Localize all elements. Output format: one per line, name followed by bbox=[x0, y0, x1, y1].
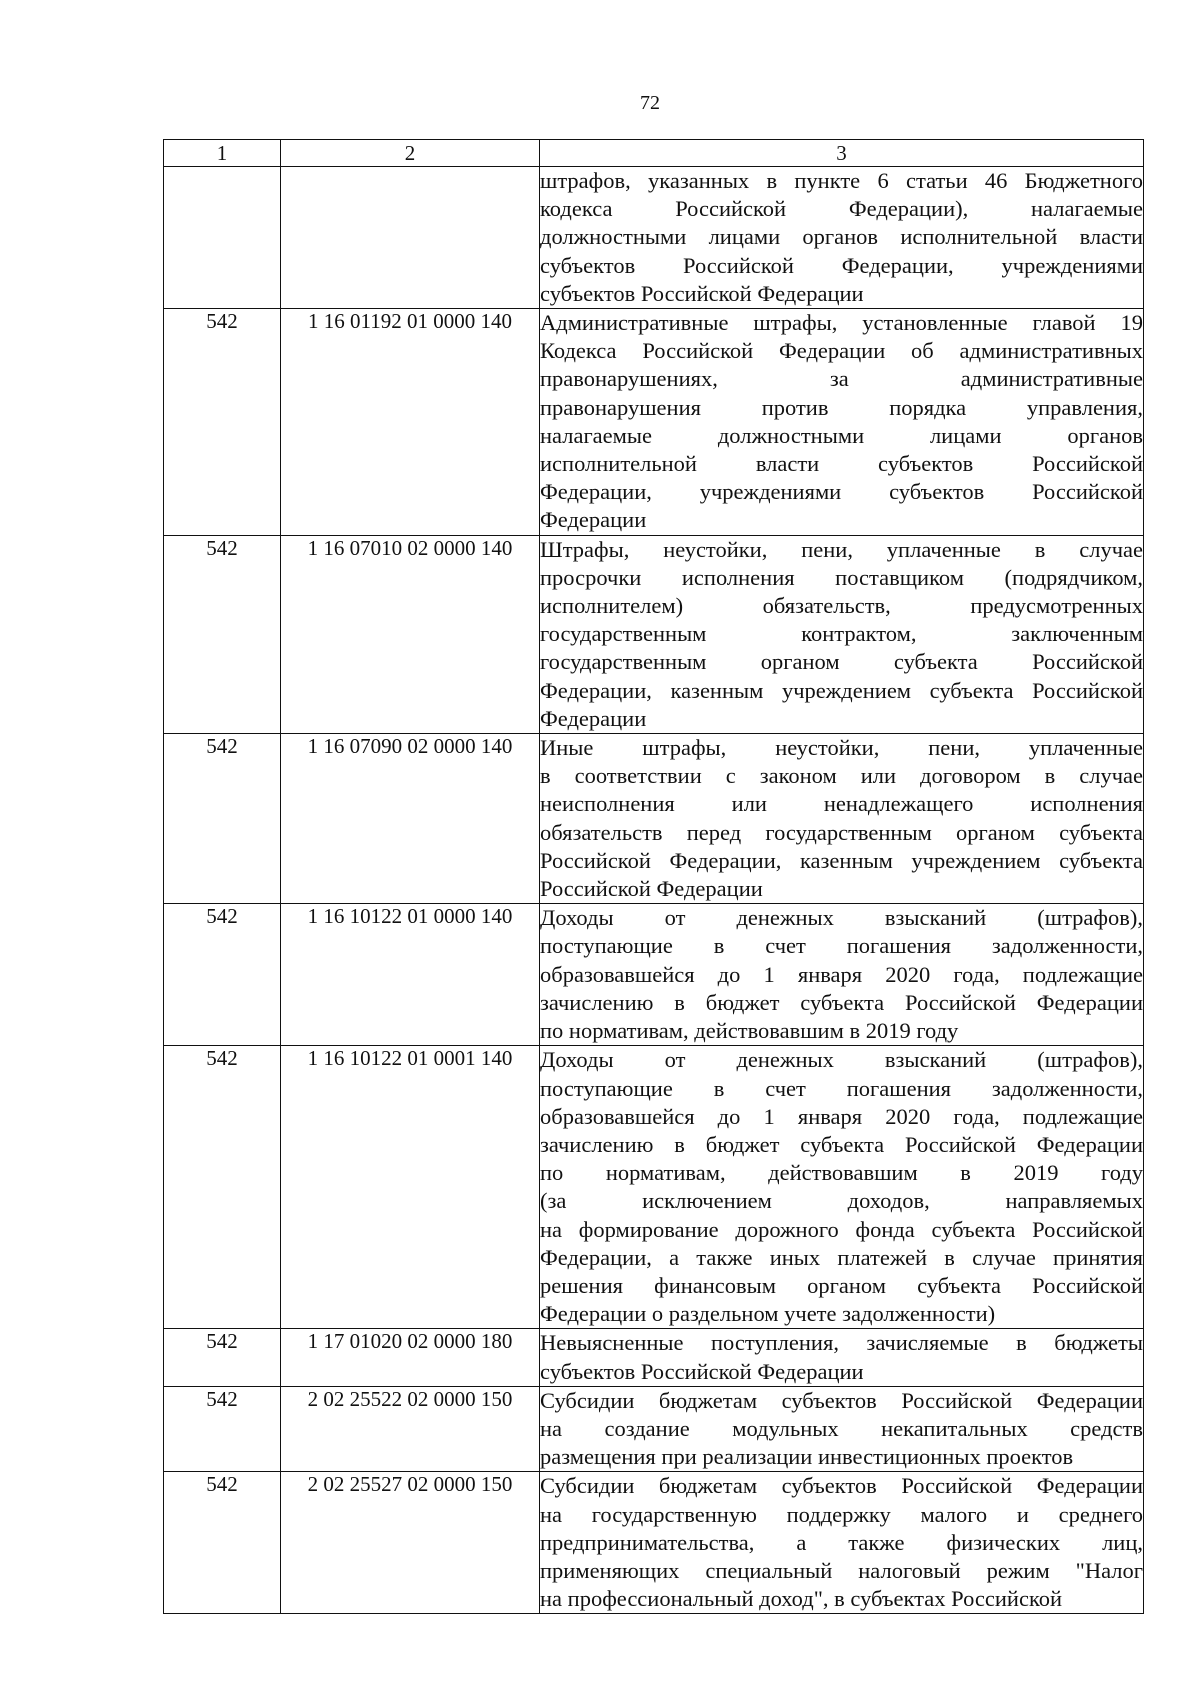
description-line: предпринимательства, а также физических лиц, bbox=[540, 1529, 1143, 1555]
description-line: зачислению в бюджет субъекта Российской Федерации bbox=[540, 1131, 1143, 1157]
description-line: исполнительной власти субъектов Российской bbox=[540, 451, 1143, 477]
description-line: налагаемые должностными лицами органов bbox=[540, 422, 1143, 448]
description-line: штрафов, указанных в пункте 6 статьи 46 Бюджетного bbox=[540, 168, 1143, 193]
description-line: на профессиональный доход", в субъектах Российской bbox=[540, 1586, 1063, 1612]
table-row bbox=[164, 309, 1144, 536]
description-line: Штрафы, неустойки, пени, уплаченные в случае bbox=[540, 536, 1143, 562]
description-line: обязательств перед государственным органом субъекта bbox=[540, 819, 1143, 845]
description-line: Субсидии бюджетам субъектов Российской Федерации bbox=[540, 1387, 1143, 1413]
description-line: Федерации о раздельном учете задолженности) bbox=[540, 1301, 996, 1327]
description-line: применяющих специальный налоговый режим "Налог bbox=[540, 1557, 1143, 1583]
admin-code-cell: 542 bbox=[164, 1329, 281, 1386]
description-line: Доходы от денежных взысканий (штрафов), bbox=[540, 1047, 1143, 1073]
description-line: образовавшейся до 1 января 2020 года, подлежащие bbox=[540, 961, 1143, 987]
table-row bbox=[164, 535, 1144, 733]
admin-code-cell: 542 bbox=[164, 1046, 281, 1329]
description-line: правонарушениях, за административные bbox=[540, 366, 1143, 392]
description-line: неисполнения или ненадлежащего исполнения bbox=[540, 791, 1143, 817]
description-line: поступающие в счет погашения задолженности, bbox=[540, 933, 1143, 959]
admin-code-cell: 542 bbox=[164, 904, 281, 1046]
admin-code-cell: 542 bbox=[164, 1386, 281, 1472]
revenue-description-cell bbox=[540, 904, 1144, 1046]
description-line: исполнителем) обязательств, предусмотренных bbox=[540, 593, 1143, 619]
table-row bbox=[164, 1386, 1144, 1472]
table-row bbox=[164, 1472, 1144, 1614]
description-line: зачислению в бюджет субъекта Российской Федерации bbox=[540, 989, 1143, 1015]
revenue-description-cell bbox=[540, 734, 1144, 904]
description-line: по нормативам, действовавшим в 2019 году bbox=[540, 1018, 959, 1044]
description-line: размещения при реализации инвестиционных проектов bbox=[540, 1444, 1074, 1470]
admin-code-cell: 542 bbox=[164, 535, 281, 733]
revenue-description-cell bbox=[540, 1472, 1144, 1614]
description-line: государственным органом субъекта Российской bbox=[540, 649, 1143, 675]
budget-classification-code-cell: 2 02 25522 02 0000 150 bbox=[281, 1386, 540, 1472]
table-header-row bbox=[164, 140, 1144, 167]
description-line: субъектов Российской Федерации bbox=[540, 1358, 864, 1384]
description-line: субъектов Российской Федерации bbox=[540, 280, 864, 306]
admin-code-cell: 542 bbox=[164, 734, 281, 904]
description-line: поступающие в счет погашения задолженности, bbox=[540, 1075, 1143, 1101]
description-line: Доходы от денежных взысканий (штрафов), bbox=[540, 905, 1143, 931]
revenue-description-cell bbox=[540, 1386, 1144, 1472]
revenue-description-cell bbox=[540, 1046, 1144, 1329]
budget-classification-code-cell: 1 17 01020 02 0000 180 bbox=[281, 1329, 540, 1386]
description-line: в соответствии с законом или договором в случае bbox=[540, 763, 1143, 789]
revenue-description-cell bbox=[540, 167, 1144, 309]
description-line: Иные штрафы, неустойки, пени, уплаченные bbox=[540, 735, 1143, 761]
admin-code-cell: 542 bbox=[164, 309, 281, 536]
description-line: Федерации, казенным учреждением субъекта Российской bbox=[540, 677, 1143, 703]
budget-classification-code-cell bbox=[281, 167, 540, 309]
description-line: должностными лицами органов исполнительной власти bbox=[540, 224, 1143, 250]
admin-code-cell bbox=[164, 167, 281, 309]
description-line: Невыясненные поступления, зачисляемые в бюджеты bbox=[540, 1330, 1143, 1356]
description-line: Федерации, а также иных платежей в случае принятия bbox=[540, 1244, 1143, 1270]
revenue-description-cell bbox=[540, 1329, 1144, 1386]
description-line: просрочки исполнения поставщиком (подрядчиком, bbox=[540, 564, 1143, 590]
description-line: на государственную поддержку малого и среднего bbox=[540, 1501, 1143, 1527]
budget-classification-code-cell: 2 02 25527 02 0000 150 bbox=[281, 1472, 540, 1614]
description-line: Федерации bbox=[540, 507, 647, 533]
table-row bbox=[164, 167, 1144, 309]
description-line: Кодекса Российской Федерации об административных bbox=[540, 338, 1143, 364]
page-number: 72 bbox=[640, 92, 660, 114]
table-row bbox=[164, 1046, 1144, 1329]
column-header-3: 3 bbox=[540, 140, 1144, 167]
column-header-2: 2 bbox=[281, 140, 540, 167]
column-header-1: 1 bbox=[164, 140, 281, 167]
description-line: правонарушения против порядка управления, bbox=[540, 394, 1143, 420]
budget-classification-code-cell: 1 16 10122 01 0000 140 bbox=[281, 904, 540, 1046]
description-line: Административные штрафы, установленные главой 19 bbox=[540, 310, 1143, 336]
revenue-code-table bbox=[163, 139, 1144, 1614]
table-row bbox=[164, 1329, 1144, 1386]
budget-classification-code-cell: 1 16 07010 02 0000 140 bbox=[281, 535, 540, 733]
table-row bbox=[164, 734, 1144, 904]
description-line: государственным контрактом, заключенным bbox=[540, 621, 1143, 647]
description-line: кодекса Российской Федерации), налагаемые bbox=[540, 196, 1143, 222]
description-line: на формирование дорожного фонда субъекта Российской bbox=[540, 1216, 1143, 1242]
description-line: Российской Федерации, казенным учреждением субъекта bbox=[540, 847, 1143, 873]
description-line: решения финансовым органом субъекта Российской bbox=[540, 1272, 1143, 1298]
budget-classification-code-cell: 1 16 01192 01 0000 140 bbox=[281, 309, 540, 536]
budget-classification-code-cell: 1 16 10122 01 0001 140 bbox=[281, 1046, 540, 1329]
description-line: образовавшейся до 1 января 2020 года, подлежащие bbox=[540, 1103, 1143, 1129]
table-row bbox=[164, 904, 1144, 1046]
revenue-description-cell bbox=[540, 535, 1144, 733]
description-line: Субсидии бюджетам субъектов Российской Федерации bbox=[540, 1473, 1143, 1499]
description-line: Российской Федерации bbox=[540, 876, 763, 902]
description-line: Федерации, учреждениями субъектов Российской bbox=[540, 479, 1143, 505]
revenue-description-cell bbox=[540, 309, 1144, 536]
admin-code-cell: 542 bbox=[164, 1472, 281, 1614]
description-line: по нормативам, действовавшим в 2019 году bbox=[540, 1160, 1143, 1186]
description-line: (за исключением доходов, направляемых bbox=[540, 1188, 1143, 1214]
description-line: на создание модульных некапитальных средств bbox=[540, 1415, 1143, 1441]
budget-classification-code-cell: 1 16 07090 02 0000 140 bbox=[281, 734, 540, 904]
description-line: субъектов Российской Федерации, учреждениями bbox=[540, 252, 1143, 278]
description-line: Федерации bbox=[540, 705, 647, 731]
